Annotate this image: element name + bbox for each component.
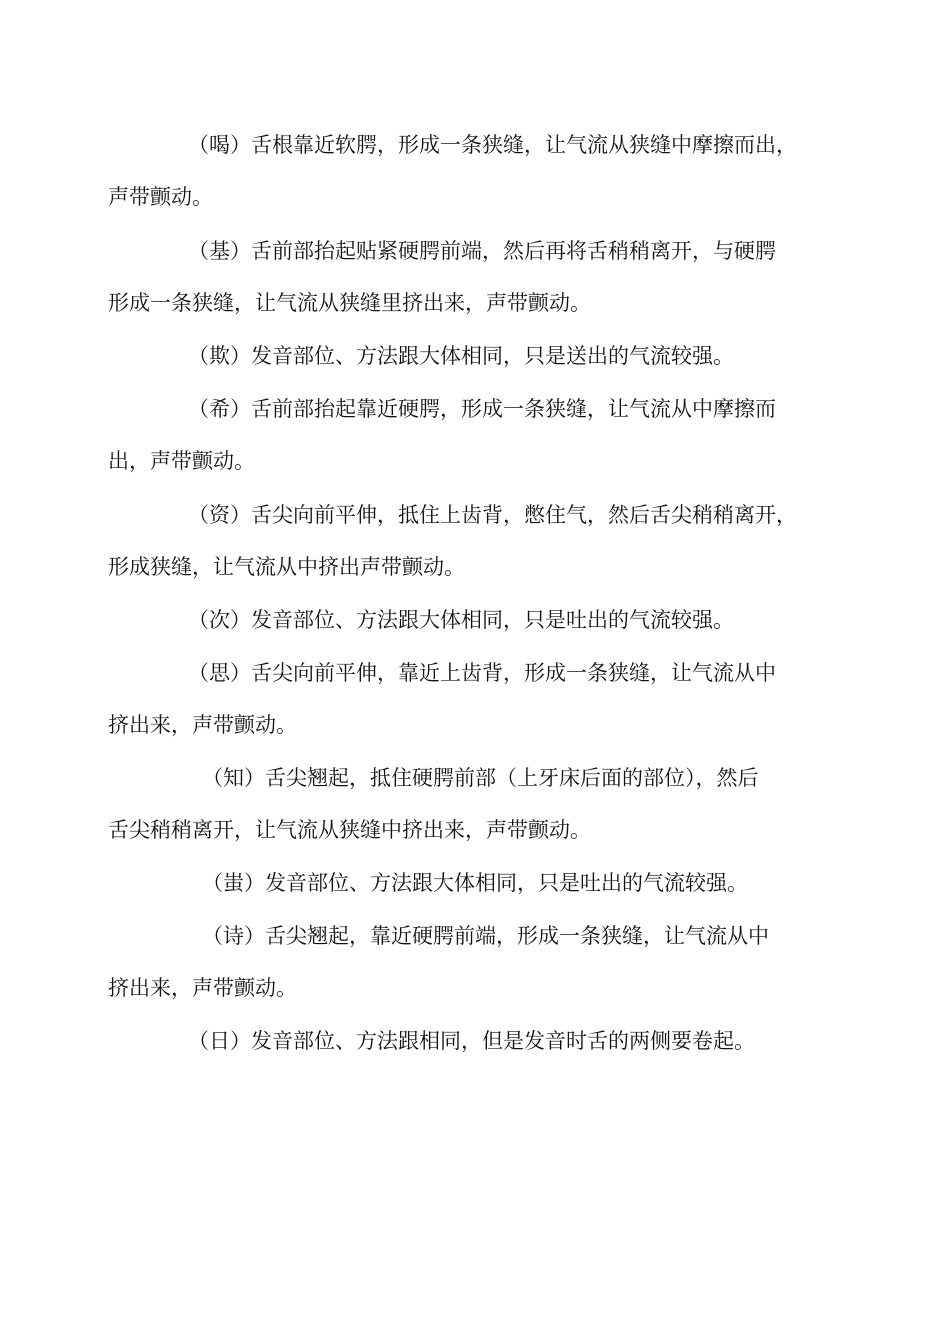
paragraph-line: 舌尖稍稍离开，让气流从狭缝中挤出来，声带颤动。 [108,818,591,842]
paragraph-line: （知）舌尖翘起，抵住硬腭前部（上牙床后面的部位），然后 [202,766,759,790]
paragraph-line: 出，声带颤动。 [108,449,255,473]
paragraph-line: （希）舌前部抬起靠近硬腭，形成一条狭缝，让气流从中摩擦而 [188,397,776,421]
paragraph-line: （基）舌前部抬起贴紧硬腭前端，然后再将舌稍稍离开，与硬腭 [188,239,776,263]
paragraph-line: （诗）舌尖翘起，靠近硬腭前端，形成一条狭缝，让气流从中 [202,924,769,948]
paragraph-line: 挤出来，声带颤动。 [108,713,297,737]
paragraph-shi [108,910,853,1014]
paragraph-line: （欺）发音部位、方法跟大体相同，只是送出的气流较强。 [188,344,734,368]
paragraph-he [108,119,853,223]
paragraph-ci [108,594,853,646]
paragraph-line: 挤出来，声带颤动。 [108,976,297,1000]
paragraph-line: （资）舌尖向前平伸，抵住上齿背，憋住气，然后舌尖稍稍离开， [188,503,797,527]
paragraph-xi [108,383,853,487]
paragraph-line: 形成狭缝，让气流从中挤出声带颤动。 [108,555,465,579]
paragraph-line: 形成一条狭缝，让气流从狭缝里挤出来，声带颤动。 [108,291,591,315]
paragraph-ji [108,225,853,329]
paragraph-line: （思）舌尖向前平伸，靠近上齿背，形成一条狭缝，让气流从中 [188,661,776,685]
paragraph-line: （次）发音部位、方法跟大体相同，只是吐出的气流较强。 [188,608,734,632]
paragraph-line: （蚩）发音部位、方法跟大体相同，只是吐出的气流较强。 [202,871,748,895]
paragraph-line: （喝）舌根靠近软腭，形成一条狭缝，让气流从狭缝中摩擦而出， [188,133,797,157]
paragraph-chi [108,857,853,909]
paragraph-qi [108,330,853,382]
paragraph-zi [108,489,853,593]
paragraph-line: （日）发音部位、方法跟相同，但是发音时舌的两侧要卷起。 [188,1029,755,1053]
paragraph-ri [108,1015,853,1067]
paragraph-line: 声带颤动。 [108,185,213,209]
paragraph-zhi [108,752,853,856]
paragraph-si [108,647,853,751]
